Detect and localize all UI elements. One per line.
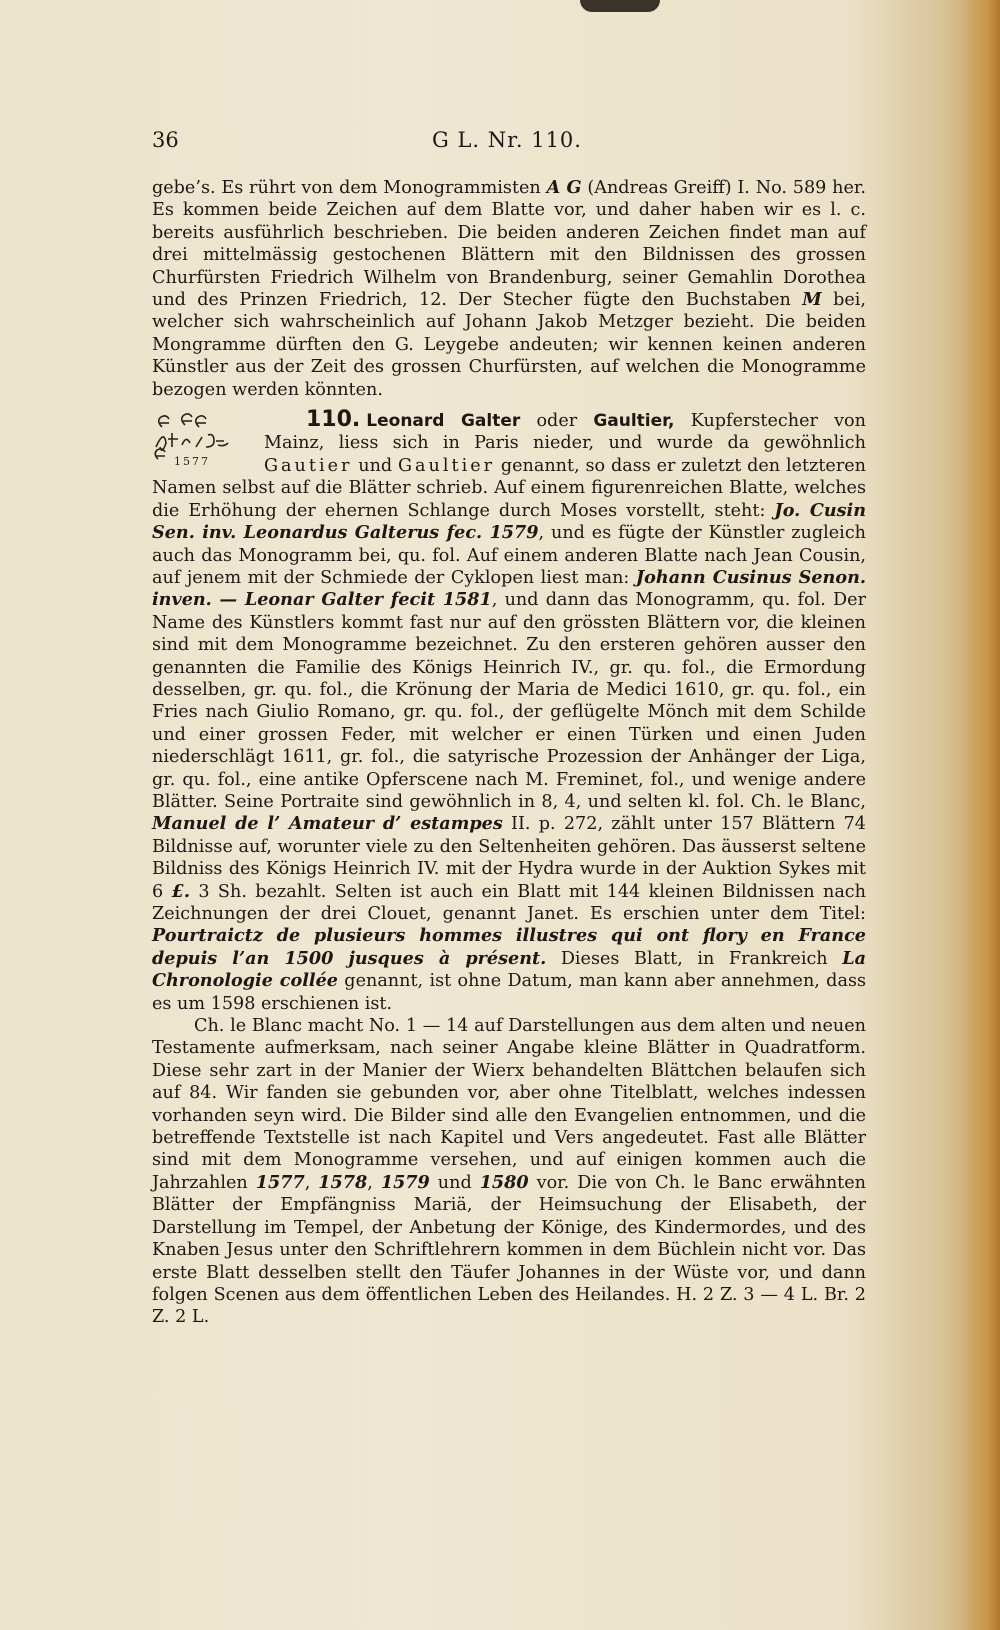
entry-number: 110. xyxy=(306,407,361,433)
body-text xyxy=(152,177,866,1329)
monogram-image xyxy=(152,411,256,477)
page-edge-shading xyxy=(958,0,1000,1630)
running-head: G L. Nr. 110. xyxy=(432,128,582,152)
artist-name-alt: Gaultier, xyxy=(593,411,675,432)
entry-110: 110. Leonard Galter oder Gaultier, 1577 Kupferstecher von Mainz, liess sich in Paris nieder, und wurde da gewöhnlich Gautier und Gaultier genannt, so dass er zuletzt den letzteren Namen selbst auf die Blätter schrieb. Auf einem figurenreichen Blatte, welches die Erhöhung der ehernen Schlange durch Moses vorstellt, steht: Jo. Cusin Sen. inv. Leonardus Galterus fec. 1579, und es fügte der Künstler zugleich auch das Monogramm bei, qu. fol. Auf einem anderen Blatte nach Jean Cousin, auf jenem mit der Schmiede der Cyklopen liest man: Johann Cusinus Senon. inven. — Leonar Galter fecit 1581, und dann das Monogramm, qu. fol. Der Name des Künstlers kommt fast nur auf den grössten Blättern vor, die kleinen sind mit dem Monogramme bezeichnet. Zu den ersteren gehören ausser den genannten die Familie des Königs Heinrich IV., gr. qu. fol., die Ermordung desselben, gr. qu. fol., die Krönung der Maria de Medici 1610, gr. qu. fol., ein Fries nach Giulio Romano, gr. qu. fol., der geflügelte Mönch mit dem Schilde und einer grossen Feder, mit welcher er einen Türken und einen Juden niederschlägt 1611, gr. fol., die satyrische Prozession der Anhänger der Liga, gr. qu. fol., eine antike Opferscene nach M. Freminet, fol., und wenige andere Blätter. Seine Portraite sind gewöhnlich in 8, 4, und selten kl. fol. Ch. le Blanc, Manuel de l’ Amateur d’ estampes II. p. 272, zählt unter 157 Blättern 74 Bildnisse auf, worunter viele zu den Seltenheiten gehören. Das äusserst seltene Bildniss des Königs Heinrich IV. mit der Hydra wurde in der Auktion Sykes mit 6 £. 3 Sh. bezahlt. Selten ist auch ein Blatt mit 144 kleinen Bildnissen nach Zeichnungen der drei Clouet, genannt Janet. Es erschien unter dem Titel: Pourtraictz de plusieurs hommes illustres qui ont flory en France depuis l’an 1500 jusques à présent. Dieses Blatt, in Frankreich La Chronologie collée genannt, ist ohne Datum, man kann aber annehmen, dass es um 1598 erschienen ist. xyxy=(152,407,866,1014)
page-number: 36 xyxy=(152,128,179,152)
ink-blot xyxy=(580,0,660,12)
paragraph-le-blanc: Ch. le Blanc macht No. 1 — 14 auf Darstellungen aus dem alten und neuen Testamente aufmerksam, nach seiner Angabe kleine Blätter in Quadratform. Diese sehr zart in der Manier der Wierx behandelten Blättchen belaufen sich auf 84. Wir fanden sie gebunden vor, aber ohne Titelblatt, welches indessen vorhanden seyn wird. Die Bilder sind alle den Evangelien entnommen, und die betreffende Textstelle ist nach Kapitel und Vers angedeutet. Fast alle Blätter sind mit dem Monogramme versehen, und auf einigen kommen auch die Jahrzahlen 1577, 1578, 1579 und 1580 vor. Die von Ch. le Banc erwähnten Blätter der Empfängniss Mariä, der Heimsuchung der Elisabeth, der Darstellung im Tempel, der Anbetung der Könige, des Kindermordes, und des Knaben Jesus unter den Schriftlehrern kommen in dem Büchlein nicht vor. Das erste Blatt desselben stellt den Täufer Johannes in der Wüste vor, und dann folgen Scenen aus dem öffentlichen Leben des Heilandes. H. 2 Z. 3 — 4 L. Br. 2 Z. 2 L. xyxy=(152,1016,866,1328)
page-header xyxy=(152,128,868,154)
monogram-figure xyxy=(152,411,256,477)
paragraph-continuation: gebe’s. Es rührt von dem Monogrammisten A G (Andreas Greiff) I. No. 589 her. Es kommen beide Zeichen auf dem Blatte vor, und daher haben wir es l. c. bereits ausführlich beschrieben. Die beiden anderen Zeichen findet man auf drei mittelmässig gestochenen Blättern mit den Bildnissen des grossen Churfürsten Friedrich Wilhelm von Brandenburg, seiner Gemahlin Dorothea und des Prinzen Friedrich, 12. Der Stecher fügte den Buchstaben M bei, welcher sich wahrscheinlich auf Johann Jakob Metzger bezieht. Die beiden Mongramme dürften den G. Leygebe andeuten; wir kennen keinen anderen Künstler aus der Zeit des grossen Churfürsten, auf welchen die Monogramme bezogen werden könnten. xyxy=(152,177,866,400)
artist-name: Leonard Galter xyxy=(366,411,521,432)
svg-text:1577: 1577 xyxy=(174,455,210,469)
